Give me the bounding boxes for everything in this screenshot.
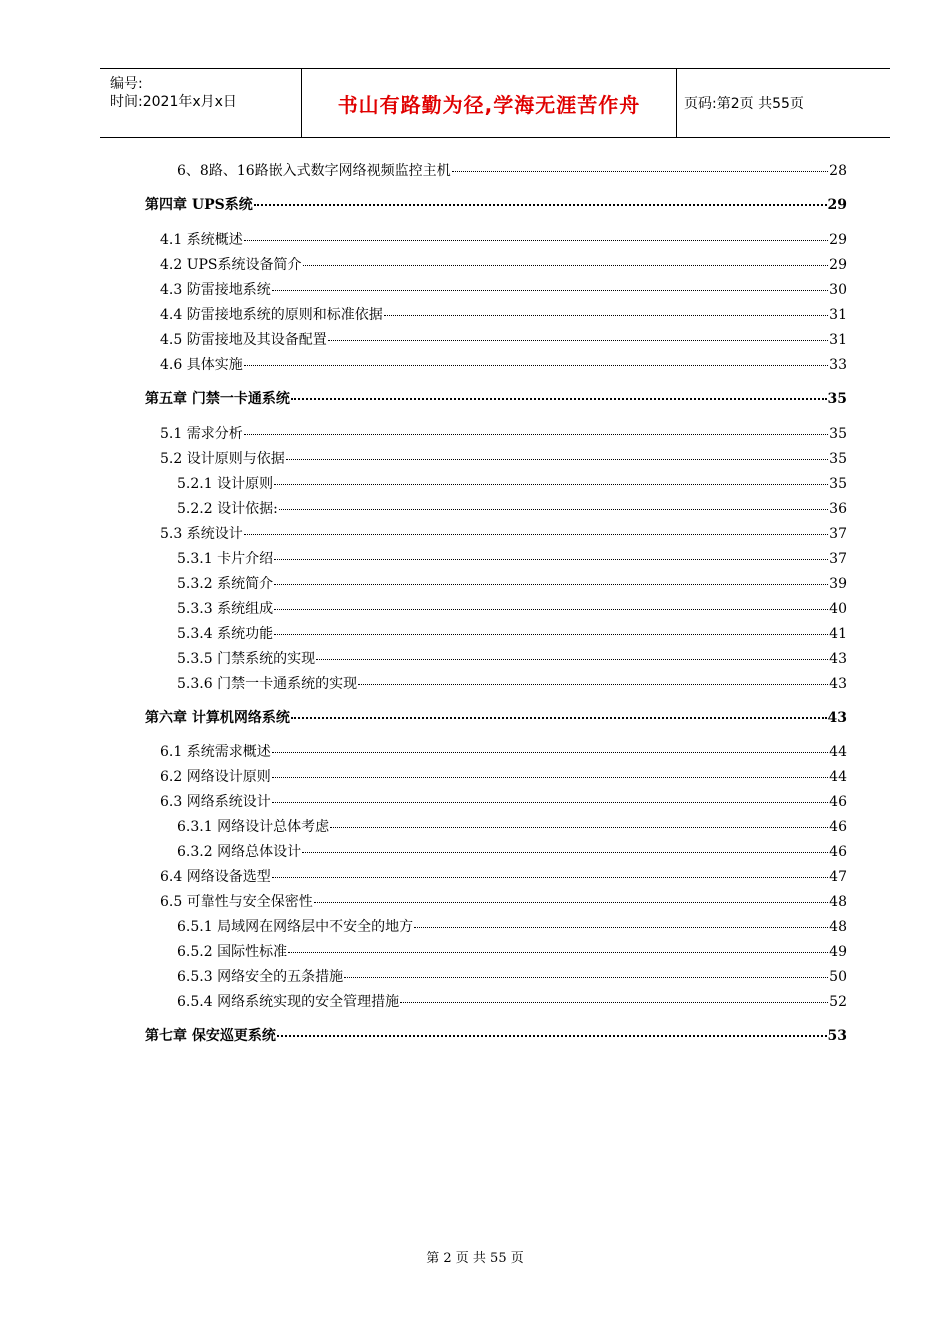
toc-entry-page: 46 xyxy=(829,844,847,860)
toc-entry-page: 50 xyxy=(829,969,847,985)
toc-entry[interactable] xyxy=(177,625,847,643)
toc-entry-page: 36 xyxy=(829,501,847,517)
toc-dot-leader xyxy=(244,240,828,241)
toc-entry-title: 5.3.2 系统简介 xyxy=(177,576,274,592)
toc-dot-leader xyxy=(452,171,829,172)
toc-entry-page: 31 xyxy=(829,332,847,348)
toc-entry-title: 5.3.4 系统功能 xyxy=(177,626,274,642)
toc-entry-title: 4.3 防雷接地系统 xyxy=(160,282,271,298)
toc-chapter-entry[interactable] xyxy=(145,196,847,214)
toc-dot-leader xyxy=(244,434,828,435)
toc-dot-leader xyxy=(274,584,828,585)
toc-entry-title: 6.5 可靠性与安全保密性 xyxy=(160,894,313,910)
toc-dot-leader xyxy=(244,534,828,535)
toc-dot-leader xyxy=(272,290,828,291)
toc-entry-page: 35 xyxy=(827,391,847,407)
toc-entry[interactable] xyxy=(177,600,847,618)
toc-entry-title: 4.2 UPS系统设备简介 xyxy=(160,257,302,273)
document-number-label: 编号: xyxy=(110,76,143,92)
toc-entry-page: 48 xyxy=(829,894,847,910)
toc-entry-title: 5.2 设计原则与依据 xyxy=(160,451,285,467)
toc-entry[interactable] xyxy=(160,450,847,468)
toc-dot-leader xyxy=(288,952,828,953)
toc-entry-page: 48 xyxy=(829,919,847,935)
toc-chapter-entry[interactable] xyxy=(145,709,847,727)
toc-entry-page: 43 xyxy=(829,676,847,692)
toc-entry-title: 5.3.6 门禁一卡通系统的实现 xyxy=(177,676,358,692)
toc-entry-title: 4.1 系统概述 xyxy=(160,232,243,248)
toc-entry-title: 6.3.1 网络设计总体考虑 xyxy=(177,819,330,835)
toc-entry-title: 第五章 门禁一卡通系统 xyxy=(145,391,290,407)
toc-dot-leader xyxy=(384,315,828,316)
toc-entry[interactable] xyxy=(160,525,847,543)
toc-entry-page: 33 xyxy=(829,357,847,373)
toc-entry[interactable] xyxy=(177,818,847,836)
toc-entry-title: 5.3.5 门禁系统的实现 xyxy=(177,651,316,667)
toc-entry[interactable] xyxy=(177,162,847,180)
toc-entry-title: 5.3.1 卡片介绍 xyxy=(177,551,274,567)
toc-dot-leader xyxy=(358,684,828,685)
toc-entry[interactable] xyxy=(177,918,847,936)
toc-dot-leader xyxy=(344,977,828,978)
toc-entry-title: 5.2.1 设计原则 xyxy=(177,476,274,492)
header-motto: 书山有路勤为径,学海无涯苦作舟 xyxy=(337,92,641,117)
toc-entry[interactable] xyxy=(177,475,847,493)
toc-entry[interactable] xyxy=(177,943,847,961)
toc-entry[interactable] xyxy=(177,968,847,986)
toc-entry-title: 6.5.1 局域网在网络层中不安全的地方 xyxy=(177,919,414,935)
toc-entry[interactable] xyxy=(160,893,847,911)
toc-entry-page: 35 xyxy=(829,426,847,442)
page-footer xyxy=(0,1247,950,1266)
toc-entry-page: 29 xyxy=(829,257,847,273)
toc-entry-page: 53 xyxy=(827,1028,847,1044)
toc-dot-leader xyxy=(302,852,828,853)
toc-entry[interactable] xyxy=(160,425,847,443)
toc-entry[interactable] xyxy=(160,768,847,786)
toc-entry-page: 46 xyxy=(829,794,847,810)
toc-entry[interactable] xyxy=(177,650,847,668)
toc-dot-leader xyxy=(291,398,827,400)
toc-entry-page: 39 xyxy=(829,576,847,592)
toc-entry-page: 29 xyxy=(827,197,847,213)
toc-entry-title: 6.1 系统需求概述 xyxy=(160,744,271,760)
toc-entry[interactable] xyxy=(160,281,847,299)
toc-entry[interactable] xyxy=(177,550,847,568)
toc-dot-leader xyxy=(272,752,828,753)
toc-entry[interactable] xyxy=(160,793,847,811)
toc-entry-title: 5.2.2 设计依据: xyxy=(177,501,278,517)
toc-entry-page: 31 xyxy=(829,307,847,323)
toc-dot-leader xyxy=(328,340,828,341)
toc-entry-page: 37 xyxy=(829,551,847,567)
footer-page-number: 第 2 页 共 55 页 xyxy=(426,1251,524,1266)
toc-entry-page: 44 xyxy=(829,744,847,760)
toc-entry-title: 6、8路、16路嵌入式数字网络视频监控主机 xyxy=(177,163,451,179)
toc-dot-leader xyxy=(244,365,828,366)
toc-dot-leader xyxy=(274,634,828,635)
toc-dot-leader xyxy=(279,509,828,510)
toc-entry-page: 43 xyxy=(829,651,847,667)
toc-entry-title: 4.4 防雷接地系统的原则和标准依据 xyxy=(160,307,383,323)
header-meta-cell xyxy=(100,69,301,137)
toc-entry-title: 6.5.3 网络安全的五条措施 xyxy=(177,969,344,985)
toc-entry-page: 37 xyxy=(829,526,847,542)
toc-entry-page: 30 xyxy=(829,282,847,298)
toc-entry-title: 4.5 防雷接地及其设备配置 xyxy=(160,332,327,348)
toc-entry[interactable] xyxy=(160,868,847,886)
header-page-cell xyxy=(676,69,890,137)
toc-dot-leader xyxy=(277,1035,827,1037)
toc-entry[interactable] xyxy=(160,231,847,249)
toc-entry-title: 6.3 网络系统设计 xyxy=(160,794,271,810)
toc-entry[interactable] xyxy=(177,993,847,1011)
toc-entry-page: 41 xyxy=(829,626,847,642)
toc-entry[interactable] xyxy=(160,256,847,274)
toc-entry-page: 35 xyxy=(829,451,847,467)
toc-entry[interactable] xyxy=(177,575,847,593)
header-motto-cell xyxy=(301,69,677,137)
toc-dot-leader xyxy=(330,827,828,828)
toc-dot-leader xyxy=(316,659,828,660)
toc-dot-leader xyxy=(254,204,827,206)
toc-dot-leader xyxy=(274,484,828,485)
toc-chapter-entry[interactable] xyxy=(145,1027,847,1045)
toc-entry-page: 35 xyxy=(829,476,847,492)
toc-dot-leader xyxy=(400,1002,828,1003)
toc-dot-leader xyxy=(272,877,828,878)
toc-chapter-entry[interactable] xyxy=(145,390,847,408)
toc-entry-page: 40 xyxy=(829,601,847,617)
toc-entry-title: 6.5.2 国际性标准 xyxy=(177,944,288,960)
toc-dot-leader xyxy=(274,559,828,560)
toc-entry[interactable] xyxy=(160,306,847,324)
toc-dot-leader xyxy=(272,777,828,778)
toc-entry-title: 5.3.3 系统组成 xyxy=(177,601,274,617)
toc-dot-leader xyxy=(414,927,828,928)
toc-entry-title: 5.1 需求分析 xyxy=(160,426,243,442)
toc-dot-leader xyxy=(314,902,828,903)
toc-entry-page: 52 xyxy=(829,994,847,1010)
toc-entry[interactable] xyxy=(160,356,847,374)
toc-entry-page: 28 xyxy=(829,163,847,179)
toc-dot-leader xyxy=(303,265,829,266)
toc-entry-page: 43 xyxy=(827,710,847,726)
toc-dot-leader xyxy=(274,609,828,610)
toc-entry[interactable] xyxy=(177,675,847,693)
toc-entry-title: 5.3 系统设计 xyxy=(160,526,243,542)
toc-entry-title: 第七章 保安巡更系统 xyxy=(145,1028,276,1044)
toc-dot-leader xyxy=(272,802,828,803)
page-header xyxy=(100,68,890,138)
toc-entry-title: 第四章 UPS系统 xyxy=(145,197,253,213)
toc-entry-page: 46 xyxy=(829,819,847,835)
toc-dot-leader xyxy=(286,459,828,460)
toc-entry-title: 第六章 计算机网络系统 xyxy=(145,710,290,726)
toc-entry-title: 6.5.4 网络系统实现的安全管理措施 xyxy=(177,994,400,1010)
toc-entry[interactable] xyxy=(177,500,847,518)
header-page-info: 页码:第2页 共55页 xyxy=(684,96,804,112)
toc-entry[interactable] xyxy=(160,331,847,349)
toc-entry-page: 47 xyxy=(829,869,847,885)
toc-entry-title: 6.2 网络设计原则 xyxy=(160,769,271,785)
toc-dot-leader xyxy=(291,717,827,719)
document-time-label: 时间:2021年x月x日 xyxy=(110,94,237,110)
toc-entry[interactable] xyxy=(160,743,847,761)
toc-entry-title: 6.4 网络设备选型 xyxy=(160,869,271,885)
toc-entry-title: 4.6 具体实施 xyxy=(160,357,243,373)
toc-entry-page: 44 xyxy=(829,769,847,785)
toc-entry-page: 49 xyxy=(829,944,847,960)
toc-entry-page: 29 xyxy=(829,232,847,248)
toc-entry-title: 6.3.2 网络总体设计 xyxy=(177,844,302,860)
toc-entry[interactable] xyxy=(177,843,847,861)
